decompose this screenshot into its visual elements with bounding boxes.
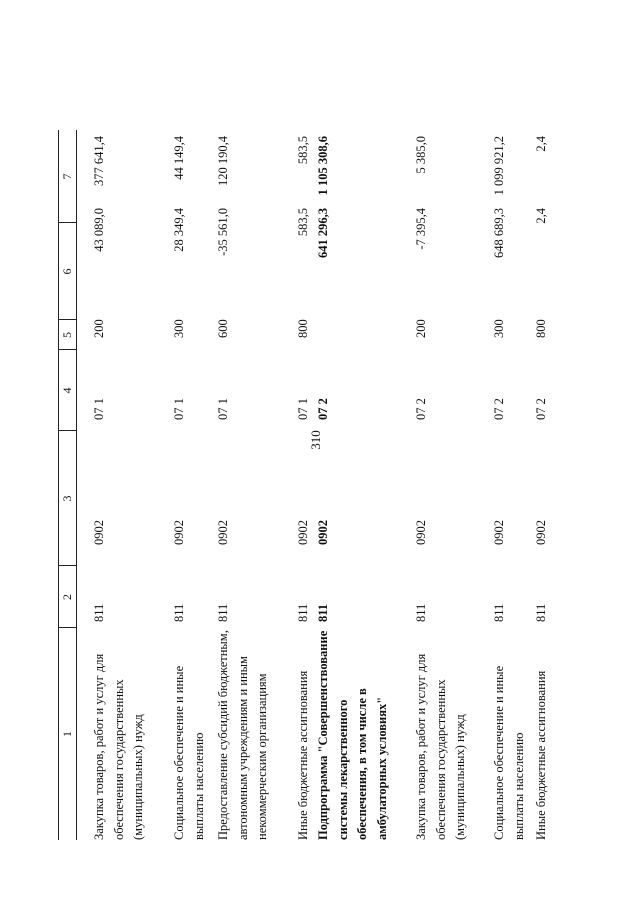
row-section: 0902 — [296, 520, 310, 545]
row-name: Закупка товаров, работ и услуг для обеспечения государственных (муниципальных) нужд — [92, 653, 145, 840]
row-amount-total: 1 099 921,2 — [492, 136, 506, 196]
row-ved: 811 — [414, 603, 428, 622]
budget-table — [58, 130, 638, 840]
row-section: 0902 — [216, 520, 230, 545]
row-amount-total: 44 149,4 — [172, 136, 186, 180]
row-target-article: 07 2 — [492, 398, 506, 420]
row-expense-type: 300 — [492, 319, 506, 338]
row-ved: 811 — [492, 603, 506, 622]
row-amount-total: 5 385,0 — [414, 136, 428, 174]
row-target-article: 07 1 — [92, 398, 106, 420]
row-amount-change: 648 689,3 — [492, 208, 506, 258]
header-col-6: 6 — [60, 268, 74, 275]
row-expense-type: 200 — [92, 319, 106, 338]
row-amount-change: 43 089,0 — [92, 208, 106, 252]
row-amount-total: 1 105 308,6 — [316, 136, 330, 196]
row-name: Социальное обеспечение и иные выплаты населению — [492, 665, 526, 840]
row-amount-total: 2,4 — [534, 136, 548, 152]
page-number: 310 — [308, 430, 323, 450]
row-amount-change: 28 349,4 — [172, 208, 186, 252]
row-amount-change: 583,5 — [296, 208, 310, 237]
row-section: 0902 — [316, 520, 330, 545]
row-amount-total: 583,5 — [296, 136, 310, 165]
row-section: 0902 — [92, 520, 106, 545]
row-target-article: 07 1 — [296, 398, 310, 420]
header-col-5: 5 — [60, 332, 74, 338]
row-expense-type: 300 — [172, 319, 186, 338]
row-target-article: 07 2 — [316, 398, 330, 420]
row-amount-change: -7 395,4 — [414, 208, 428, 250]
row-ved: 811 — [296, 603, 310, 622]
header-col-2: 2 — [60, 594, 74, 600]
row-ved: 811 — [172, 603, 186, 622]
header-col-7: 7 — [60, 173, 74, 180]
row-section: 0902 — [492, 520, 506, 545]
header-bottom-rule — [76, 130, 77, 840]
row-ved: 811 — [316, 603, 330, 622]
row-name: Иные бюджетные ассигнования — [296, 670, 310, 840]
row-ved: 811 — [92, 603, 106, 622]
row-target-article: 07 1 — [216, 398, 230, 420]
row-target-article: 07 2 — [534, 398, 548, 420]
row-section: 0902 — [414, 520, 428, 545]
header-col-4: 4 — [60, 387, 74, 394]
row-name: Социальное обеспечение и иные выплаты населению — [172, 665, 206, 840]
row-target-article: 07 2 — [414, 398, 428, 420]
row-name: Закупка товаров, работ и услуг для обеспечения государственных (муниципальных) нужд — [414, 653, 467, 840]
row-target-article: 07 1 — [172, 398, 186, 420]
row-amount-total: 377 641,4 — [92, 136, 106, 186]
row-name: Предоставление субсидий бюджетным, автономным учреждениям и иным некоммерческим организациям — [216, 630, 269, 840]
row-amount-change: 2,4 — [534, 208, 548, 224]
row-section: 0902 — [534, 520, 548, 545]
row-section: 0902 — [172, 520, 186, 545]
header-col-1: 1 — [60, 731, 74, 737]
row-expense-type: 200 — [414, 319, 428, 338]
header-col-3: 3 — [60, 495, 74, 502]
row-amount-total: 120 190,4 — [216, 136, 230, 186]
row-name: Подпрограмма "Совершенствование системы лекарственного обеспечения, в том числе в амбулаторных условиях" — [316, 630, 389, 840]
row-ved: 811 — [216, 603, 230, 622]
row-ved: 811 — [534, 603, 548, 622]
row-expense-type: 800 — [534, 319, 548, 338]
row-expense-type: 800 — [296, 319, 310, 338]
row-expense-type: 600 — [216, 319, 230, 338]
row-amount-change: -35 561,0 — [216, 208, 230, 256]
row-name: Иные бюджетные ассигнования — [534, 670, 548, 840]
row-amount-change: 641 296,3 — [316, 208, 330, 258]
